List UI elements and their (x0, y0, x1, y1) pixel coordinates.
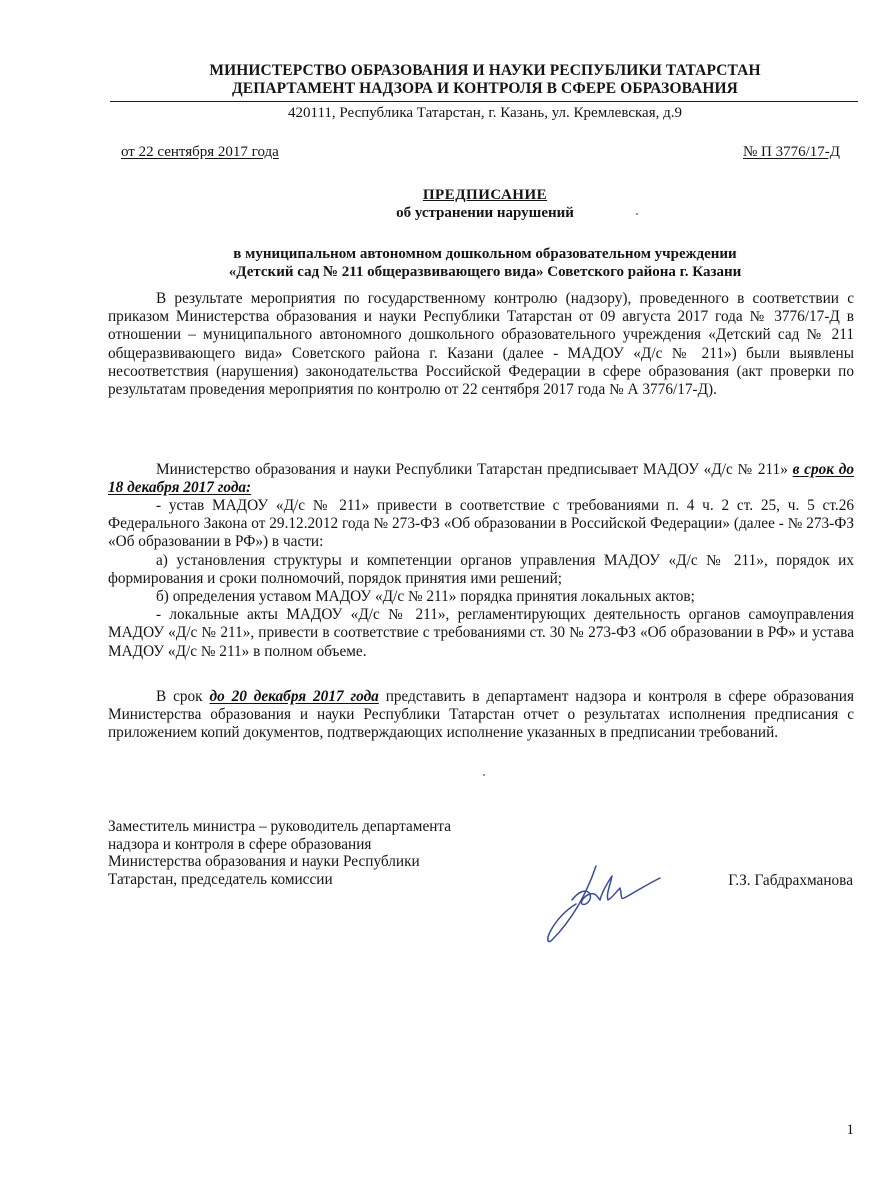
document-number: № П 3776/17-Д (742, 144, 840, 160)
handwritten-signature (538, 858, 668, 948)
report-prefix: В срок (156, 688, 203, 705)
deadline-2: до 20 декабря 2017 года (209, 688, 379, 705)
requirement-item: - устав МАДОУ «Д/с № 211» привести в соответствие с требованиями п. 4 ч. 2 ст. 25, ч. 5 ст.26 Федерального Закона от 29.12.2012 года № 273-ФЗ «Об образовании в Российской Федерации» (далее - № 273-ФЗ «Об образовании в РФ») в части: (108, 497, 854, 551)
order-text: Министерство образования и науки Республики Татарстан предписывает МАДОУ «Д/с № 211» (156, 461, 788, 478)
signer-title-line: Министерства образования и науки Республики (108, 853, 420, 870)
department-name: ДЕПАРТАМЕНТ НАДЗОРА И КОНТРОЛЯ В СФЕРЕ ОБРАЗОВАНИЯ (232, 80, 738, 97)
document-subtitle: об устранении нарушений (396, 205, 574, 221)
signer-name: Г.З. Габдрахманова (728, 872, 853, 889)
address: 420111, Республика Татарстан, г. Казань, ул. Кремлевская, д.9 (288, 105, 682, 121)
paragraph-report (108, 688, 854, 743)
signer-title-line: Татарстан, председатель комиссии (108, 870, 333, 888)
deadline-1: в срок до 18 декабря 2017 года: (108, 461, 854, 497)
scan-speck (636, 213, 638, 215)
requirement-item: - локальные акты МАДОУ «Д/с № 211», регламентирующих деятельность органов самоуправления МАДОУ «Д/с № 211», привести в соответствие с требованиями ст. 30 № 273-ФЗ «Об образовании в РФ» и устава МАДОУ «Д/с № 211» в полном объеме. (108, 606, 854, 660)
header-divider (110, 101, 858, 102)
report-text: представить в департамент надзора и контроля в сфере образования Министерства образования и науки Республики Татарстан отчет о результатах исполнения предписания с приложением копий документов, подтверждающих исполнение указанных в предписании требований. (108, 688, 855, 742)
signer-title-line: Заместитель министра – руководитель департамента (108, 818, 452, 835)
ministry-name: МИНИСТЕРСТВО ОБРАЗОВАНИЯ И НАУКИ РЕСПУБЛИКИ ТАТАРСТАН (209, 62, 761, 79)
requirement-subitem: а) установления структуры и компетенции органов управления МАДОУ «Д/с № 211», порядок их формирования и сроки полномочий, порядок принятия ими решений; (108, 551, 854, 587)
signer-title (108, 818, 451, 888)
scan-speck (483, 774, 485, 776)
requirement-subitem: б) определения уставом МАДОУ «Д/с № 211» порядка принятия локальных актов; (156, 588, 695, 606)
organization-line-1: в муниципальном автономном дошкольном образовательном учреждении (233, 246, 737, 262)
paragraph-order (108, 461, 854, 497)
requirements-list (108, 497, 854, 661)
page-number: 1 (846, 1122, 854, 1138)
organization-line-2: «Детский сад № 211 общеразвивающего вида» Советского района г. Казани (228, 264, 742, 280)
signer-title-line: надзора и контроля в сфере образования (108, 835, 372, 853)
document-date: от 22 сентября 2017 года (121, 144, 279, 160)
document-title: ПРЕДПИСАНИЕ (422, 187, 548, 203)
paragraph-findings: В результате мероприятия по государственному контролю (надзору), проведенного в соответствии с приказом Министерства образования и науки Республики Татарстан от 09 августа 2017 года № 3776/17-Д в отношении – муниципального автономного дошкольного образовательного учреждения «Детский сад № 211 общеразвивающего вида» Советского района г. Казани (далее - МАДОУ «Д/с № 211») были выявлены несоответствия (нарушения) законодательства Российской Федерации в сфере образования (акт проверки по результатам проведения мероприятия по контролю от 22 сентября 2017 года № А 3776/17-Д). (108, 290, 854, 399)
